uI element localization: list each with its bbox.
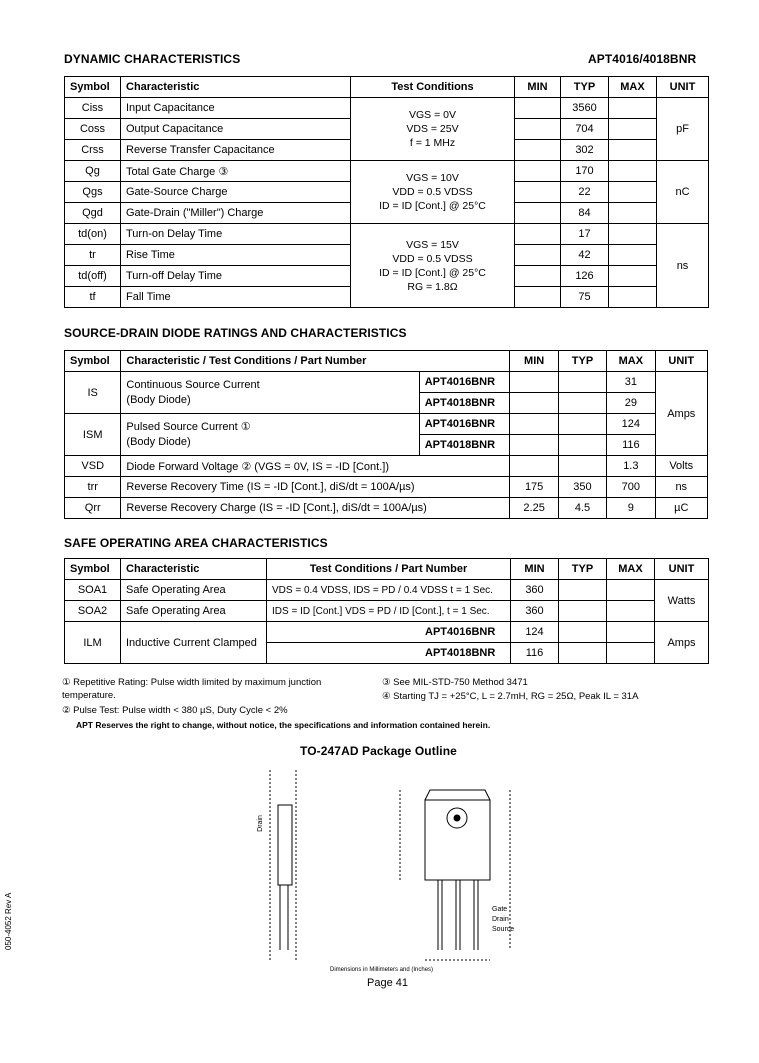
characteristic: Reverse Transfer Capacitance: [121, 140, 351, 161]
table-row: [65, 580, 709, 601]
disclaimer: APT Reserves the right to change, without notice, the specifications and information contained herein.: [76, 720, 491, 730]
typ: [559, 580, 607, 601]
symbol: tf: [65, 287, 121, 308]
part-number: APT4016BNR: [419, 372, 510, 393]
unit-capacitance: pF: [657, 98, 709, 161]
col-min: MIN: [510, 351, 558, 372]
max: 1.3: [607, 456, 655, 477]
characteristic: [121, 372, 419, 414]
table-row: [65, 161, 709, 182]
characteristic: Reverse Recovery Charge (IS = -ID [Cont.], diS/dt = 100A/µs): [121, 498, 510, 519]
typ: [558, 393, 606, 414]
symbol: trr: [65, 477, 121, 498]
unit-amps: Amps: [655, 622, 709, 664]
col-characteristic: Characteristic / Test Conditions / Part Number: [121, 351, 510, 372]
symbol: ILM: [65, 622, 121, 664]
table-row: [65, 224, 709, 245]
col-characteristic: Characteristic: [121, 77, 351, 98]
characteristic: Turn-on Delay Time: [121, 224, 351, 245]
max: 700: [607, 477, 655, 498]
col-min: MIN: [515, 77, 561, 98]
characteristic: Total Gate Charge ③: [121, 161, 351, 182]
max: [609, 182, 657, 203]
package-outline-drawing: [240, 760, 530, 980]
characteristic: Diode Forward Voltage ② (VGS = 0V, IS = -ID [Cont.]): [121, 456, 510, 477]
table-header-row: [65, 351, 708, 372]
unit: µC: [655, 498, 707, 519]
typ: 22: [561, 182, 609, 203]
min: [510, 393, 558, 414]
symbol: td(off): [65, 266, 121, 287]
symbol: SOA2: [65, 601, 121, 622]
cond-line: f = 1 MHz: [409, 137, 456, 149]
col-unit: UNIT: [655, 559, 709, 580]
unit-charge: nC: [657, 161, 709, 224]
section-title-dynamic: DYNAMIC CHARACTERISTICS: [64, 52, 241, 66]
max: [609, 98, 657, 119]
table-row: [65, 98, 709, 119]
typ: 350: [558, 477, 606, 498]
symbol: SOA1: [65, 580, 121, 601]
cond-line: VDD = 0.5 VDSS: [392, 252, 473, 265]
cond-line: ID = ID [Cont.] @ 25°C: [379, 200, 486, 212]
part-number: APT4018BNR: [267, 643, 511, 664]
typ: 84: [561, 203, 609, 224]
section-title-soa: SAFE OPERATING AREA CHARACTERISTICS: [64, 536, 328, 550]
max: [607, 580, 655, 601]
col-max: MAX: [609, 77, 657, 98]
min: [515, 161, 561, 182]
footnote-2: ② Pulse Test: Pulse width < 380 µS, Duty Cycle < 2%: [62, 705, 288, 716]
table-row: [65, 601, 709, 622]
characteristic: Safe Operating Area: [121, 601, 267, 622]
footnote-1: ① Repetitive Rating: Pulse width limited by maximum junction temperature.: [62, 677, 322, 701]
unit: ns: [655, 477, 707, 498]
table-row: [65, 622, 709, 643]
table-row: [65, 372, 708, 393]
characteristic: Output Capacitance: [121, 119, 351, 140]
symbol: Ciss: [65, 98, 121, 119]
min: [515, 182, 561, 203]
typ: [558, 456, 606, 477]
symbol: Qg: [65, 161, 121, 182]
part-number: APT4018BNR: [419, 435, 510, 456]
min: 360: [511, 580, 559, 601]
char-line: (Body Diode): [126, 393, 191, 406]
typ: [558, 435, 606, 456]
part-number-header: APT4016/4018BNR: [588, 52, 697, 66]
footnote-4: ④ Starting TJ = +25°C, L = 2.7mH, RG = 25Ω, Peak IL = 31A: [382, 691, 639, 702]
characteristic: Input Capacitance: [121, 98, 351, 119]
drain-lead-label: Drain: [492, 916, 509, 923]
min: [515, 203, 561, 224]
part-number: APT4016BNR: [419, 414, 510, 435]
symbol: Qgs: [65, 182, 121, 203]
min: [515, 119, 561, 140]
max: [607, 643, 655, 664]
symbol: Qgd: [65, 203, 121, 224]
max: [607, 622, 655, 643]
symbol: VSD: [65, 456, 121, 477]
min: [515, 245, 561, 266]
max: [609, 140, 657, 161]
col-max: MAX: [607, 559, 655, 580]
typ: 75: [561, 287, 609, 308]
typ: 170: [561, 161, 609, 182]
min: 360: [511, 601, 559, 622]
cond-line: VGS = 10V: [406, 172, 459, 184]
char-line: Pulsed Source Current ①: [126, 420, 251, 433]
min: [515, 224, 561, 245]
max: 116: [607, 435, 655, 456]
max: [609, 119, 657, 140]
min: [510, 372, 558, 393]
part-number: APT4018BNR: [419, 393, 510, 414]
col-symbol: Symbol: [65, 77, 121, 98]
col-typ: TYP: [559, 559, 607, 580]
symbol: ISM: [65, 414, 121, 456]
typ: [559, 643, 607, 664]
unit: Volts: [655, 456, 707, 477]
typ: 302: [561, 140, 609, 161]
characteristic: Inductive Current Clamped: [121, 622, 267, 664]
cond-line: VDD = 0.5 VDSS: [392, 186, 473, 198]
col-typ: TYP: [561, 77, 609, 98]
symbol: Crss: [65, 140, 121, 161]
min: [515, 98, 561, 119]
test-conditions-charge: [351, 161, 515, 224]
part-number: APT4016BNR: [267, 622, 511, 643]
col-symbol: Symbol: [65, 559, 121, 580]
col-min: MIN: [511, 559, 559, 580]
source-drain-table: [64, 350, 708, 519]
characteristic: Rise Time: [121, 245, 351, 266]
characteristic: Gate-Source Charge: [121, 182, 351, 203]
min: 2.25: [510, 498, 558, 519]
characteristic: Reverse Recovery Time (IS = -ID [Cont.], diS/dt = 100A/µs): [121, 477, 510, 498]
footnote-3: ③ See MIL-STD-750 Method 3471: [382, 677, 528, 688]
min: [515, 140, 561, 161]
col-typ: TYP: [558, 351, 606, 372]
drain-label: Drain: [256, 815, 264, 832]
max: [607, 601, 655, 622]
min: 124: [511, 622, 559, 643]
typ: 3560: [561, 98, 609, 119]
test-conditions-switching: [351, 224, 515, 308]
col-symbol: Symbol: [65, 351, 121, 372]
symbol: IS: [65, 372, 121, 414]
typ: 4.5: [558, 498, 606, 519]
min: [515, 266, 561, 287]
dimensions-note: Dimensions in Millimeters and (Inches): [330, 967, 434, 973]
characteristic: Fall Time: [121, 287, 351, 308]
max: [609, 203, 657, 224]
unit-watts: Watts: [655, 580, 709, 622]
typ: 704: [561, 119, 609, 140]
symbol: td(on): [65, 224, 121, 245]
typ: 126: [561, 266, 609, 287]
typ: [558, 372, 606, 393]
max: 29: [607, 393, 655, 414]
typ: [559, 622, 607, 643]
typ: 42: [561, 245, 609, 266]
page-number: Page 41: [367, 977, 408, 989]
document-id: 050-4052 Rev A: [4, 892, 13, 950]
test-conditions: VDS = 0.4 VDSS, IDS = PD / 0.4 VDSS t = 1 Sec.: [267, 580, 511, 601]
dynamic-table: [64, 76, 709, 308]
source-label: Source: [492, 926, 515, 933]
min: [515, 287, 561, 308]
characteristic: [121, 414, 419, 456]
max: 9: [607, 498, 655, 519]
col-test-conditions: Test Conditions: [351, 77, 515, 98]
min: [510, 456, 558, 477]
table-row: [65, 477, 708, 498]
col-unit: UNIT: [655, 351, 707, 372]
typ: [558, 414, 606, 435]
col-test-conditions: Test Conditions / Part Number: [267, 559, 511, 580]
symbol: Qrr: [65, 498, 121, 519]
char-line: (Body Diode): [126, 435, 191, 448]
table-row: [65, 456, 708, 477]
max: 124: [607, 414, 655, 435]
symbol: tr: [65, 245, 121, 266]
max: [609, 287, 657, 308]
characteristic: Turn-off Delay Time: [121, 266, 351, 287]
table-header-row: [65, 77, 709, 98]
unit-switching: ns: [657, 224, 709, 308]
char-line: Continuous Source Current: [126, 378, 260, 391]
table-row: [65, 498, 708, 519]
characteristic: Gate-Drain ("Miller") Charge: [121, 203, 351, 224]
max: [609, 245, 657, 266]
cond-line: ID = ID [Cont.] @ 25°C: [379, 266, 486, 279]
max: [609, 224, 657, 245]
min: [510, 414, 558, 435]
section-title-source-drain: SOURCE-DRAIN DIODE RATINGS AND CHARACTERISTICS: [64, 326, 407, 340]
col-unit: UNIT: [657, 77, 709, 98]
test-conditions-capacitance: [351, 98, 515, 161]
max: 31: [607, 372, 655, 393]
max: [609, 266, 657, 287]
min: 175: [510, 477, 558, 498]
col-max: MAX: [607, 351, 655, 372]
package-title: TO-247AD Package Outline: [300, 744, 457, 758]
test-conditions: IDS = ID [Cont.] VDS = PD / ID [Cont.], t = 1 Sec.: [267, 601, 511, 622]
symbol: Coss: [65, 119, 121, 140]
typ: 17: [561, 224, 609, 245]
unit-amps: Amps: [655, 372, 707, 456]
min: [510, 435, 558, 456]
table-header-row: [65, 559, 709, 580]
cond-line: VGS = 0V: [409, 109, 456, 121]
min: 116: [511, 643, 559, 664]
table-row: [65, 414, 708, 435]
typ: [559, 601, 607, 622]
soa-table: [64, 558, 709, 664]
max: [609, 161, 657, 182]
cond-line: RG = 1.8Ω: [407, 280, 458, 293]
cond-line: VDS = 25V: [406, 123, 459, 135]
gate-label: Gate: [492, 906, 508, 913]
characteristic: Safe Operating Area: [121, 580, 267, 601]
cond-line: VGS = 15V: [406, 238, 459, 251]
col-characteristic: Characteristic: [121, 559, 267, 580]
